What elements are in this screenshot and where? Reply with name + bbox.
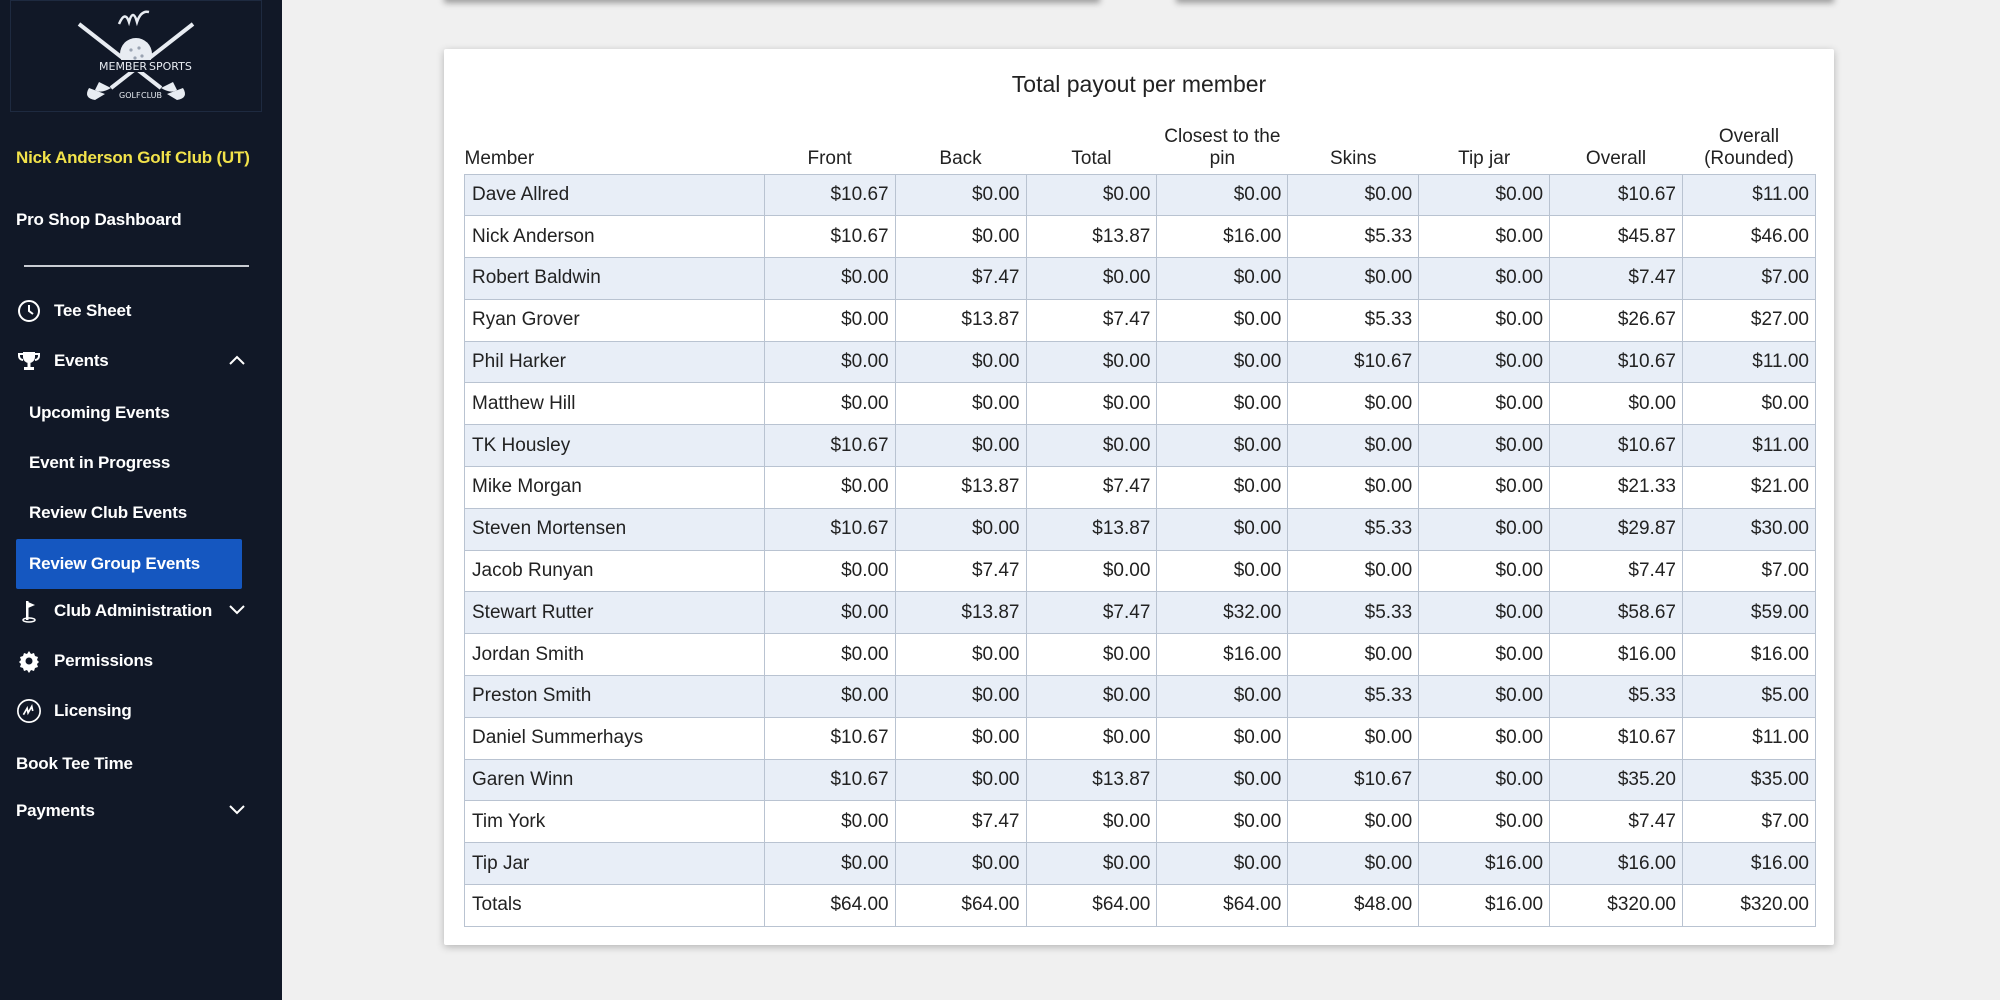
cell-front: $0.00 xyxy=(764,592,895,634)
cell-back: $7.47 xyxy=(895,258,1026,300)
cell-tip-jar: $0.00 xyxy=(1419,174,1550,216)
cell-skins: $0.00 xyxy=(1288,717,1419,759)
cell-front: $0.00 xyxy=(764,550,895,592)
cell-skins: $0.00 xyxy=(1288,174,1419,216)
cell-member: Preston Smith xyxy=(465,676,765,718)
cell-member: Nick Anderson xyxy=(465,216,765,258)
cell-skins: $5.33 xyxy=(1288,592,1419,634)
nav-review-group-events-label: Review Group Events xyxy=(29,554,200,573)
cell-back: $0.00 xyxy=(895,676,1026,718)
header-skins: Skins xyxy=(1329,147,1377,169)
header-back: Back xyxy=(939,147,982,169)
cell-front: $10.67 xyxy=(764,508,895,550)
cell-closest-to-pin: $0.00 xyxy=(1157,550,1288,592)
cell-front: $0.00 xyxy=(764,383,895,425)
cell-skins: $0.00 xyxy=(1288,383,1419,425)
cell-front: $0.00 xyxy=(764,341,895,383)
cell-closest-to-pin: $0.00 xyxy=(1157,759,1288,801)
cell-member: Stewart Rutter xyxy=(465,592,765,634)
clock-icon xyxy=(16,298,42,324)
cell-overall-rounded: $16.00 xyxy=(1682,634,1815,676)
nav-licensing-label: Licensing xyxy=(54,701,132,720)
chevron-up-icon xyxy=(228,351,246,371)
cell-member: Garen Winn xyxy=(465,759,765,801)
table-row xyxy=(465,508,1816,550)
table-row xyxy=(465,843,1816,885)
table-row xyxy=(465,425,1816,467)
cell-overall-rounded: $7.00 xyxy=(1682,258,1815,300)
cell-overall: $26.67 xyxy=(1550,299,1683,341)
cell-skins: $5.33 xyxy=(1288,676,1419,718)
table-row xyxy=(465,299,1816,341)
cell-overall: $10.67 xyxy=(1550,341,1683,383)
nav-tee-sheet-label: Tee Sheet xyxy=(54,301,132,320)
cell-skins: $48.00 xyxy=(1288,885,1419,927)
cell-tip-jar: $0.00 xyxy=(1419,467,1550,509)
cell-skins: $0.00 xyxy=(1288,550,1419,592)
cell-member: Daniel Summerhays xyxy=(465,717,765,759)
cell-closest-to-pin: $0.00 xyxy=(1157,258,1288,300)
cell-member: Phil Harker xyxy=(465,341,765,383)
cell-total: $0.00 xyxy=(1026,550,1157,592)
header-front: Front xyxy=(807,147,852,169)
cell-skins: $0.00 xyxy=(1288,634,1419,676)
cell-total: $13.87 xyxy=(1026,759,1157,801)
cell-overall: $58.67 xyxy=(1550,592,1683,634)
nav-payments-label: Payments xyxy=(16,801,95,820)
header-member: Member xyxy=(464,147,535,169)
cell-skins: $0.00 xyxy=(1288,467,1419,509)
nav-licensing[interactable] xyxy=(16,698,246,724)
totals-row xyxy=(465,885,1816,927)
cell-tip-jar: $0.00 xyxy=(1419,383,1550,425)
cell-total: $0.00 xyxy=(1026,258,1157,300)
cell-closest-to-pin: $64.00 xyxy=(1157,885,1288,927)
payout-table xyxy=(464,116,1816,927)
table-row xyxy=(465,174,1816,216)
cell-back: $0.00 xyxy=(895,634,1026,676)
golf-flag-icon xyxy=(16,598,42,624)
cell-member: Tip Jar xyxy=(465,843,765,885)
cell-total: $0.00 xyxy=(1026,801,1157,843)
cell-skins: $5.33 xyxy=(1288,216,1419,258)
cell-closest-to-pin: $16.00 xyxy=(1157,216,1288,258)
cell-back: $7.47 xyxy=(895,801,1026,843)
cell-front: $10.67 xyxy=(764,174,895,216)
cell-front: $0.00 xyxy=(764,467,895,509)
cell-overall-rounded: $27.00 xyxy=(1682,299,1815,341)
gear-icon xyxy=(16,648,42,674)
nav-events[interactable] xyxy=(16,348,246,374)
table-row xyxy=(465,676,1816,718)
nav-club-administration[interactable] xyxy=(16,598,246,624)
table-row xyxy=(465,801,1816,843)
header-overall-rounded: Overall (Rounded) xyxy=(1704,125,1794,169)
cell-total: $0.00 xyxy=(1026,425,1157,467)
cell-overall-rounded: $5.00 xyxy=(1682,676,1815,718)
cell-back: $0.00 xyxy=(895,425,1026,467)
cell-overall: $16.00 xyxy=(1550,634,1683,676)
cell-member: Jordan Smith xyxy=(465,634,765,676)
table-row xyxy=(465,550,1816,592)
cell-overall: $10.67 xyxy=(1550,174,1683,216)
cell-back: $0.00 xyxy=(895,216,1026,258)
cell-member: Tim York xyxy=(465,801,765,843)
nav-event-in-progress[interactable]: Event in Progress xyxy=(29,453,171,472)
cell-total: $7.47 xyxy=(1026,467,1157,509)
club-logo[interactable] xyxy=(10,0,262,112)
cell-overall: $0.00 xyxy=(1550,383,1683,425)
cell-back: $64.00 xyxy=(895,885,1026,927)
cell-tip-jar: $0.00 xyxy=(1419,341,1550,383)
cell-overall: $45.87 xyxy=(1550,216,1683,258)
cell-member: Matthew Hill xyxy=(465,383,765,425)
cell-total: $0.00 xyxy=(1026,843,1157,885)
cell-overall-rounded: $59.00 xyxy=(1682,592,1815,634)
header-overall: Overall xyxy=(1585,147,1647,169)
cell-member: Jacob Runyan xyxy=(465,550,765,592)
cell-back: $0.00 xyxy=(895,717,1026,759)
cell-total: $0.00 xyxy=(1026,676,1157,718)
cell-overall: $16.00 xyxy=(1550,843,1683,885)
cell-overall: $35.20 xyxy=(1550,759,1683,801)
cell-overall-rounded: $11.00 xyxy=(1682,174,1815,216)
nav-book-tee-time[interactable]: Book Tee Time xyxy=(16,754,133,773)
header-closest-to-pin: Closest to the pin xyxy=(1164,125,1281,169)
cell-overall: $7.47 xyxy=(1550,801,1683,843)
cell-tip-jar: $16.00 xyxy=(1419,843,1550,885)
cell-front: $10.67 xyxy=(764,425,895,467)
header-total: Total xyxy=(1071,147,1112,169)
cell-closest-to-pin: $0.00 xyxy=(1157,383,1288,425)
cell-back: $13.87 xyxy=(895,467,1026,509)
svg-text:CLUB: CLUB xyxy=(141,91,162,100)
cell-closest-to-pin: $0.00 xyxy=(1157,425,1288,467)
cell-tip-jar: $0.00 xyxy=(1419,759,1550,801)
table-row xyxy=(465,216,1816,258)
cell-back: $13.87 xyxy=(895,592,1026,634)
cell-tip-jar: $0.00 xyxy=(1419,425,1550,467)
cell-total: $13.87 xyxy=(1026,508,1157,550)
cell-tip-jar: $0.00 xyxy=(1419,592,1550,634)
chevron-down-icon xyxy=(228,601,246,621)
cell-overall-rounded: $11.00 xyxy=(1682,717,1815,759)
cell-member: Ryan Grover xyxy=(465,299,765,341)
cell-overall-rounded: $320.00 xyxy=(1682,885,1815,927)
nav-review-group-events[interactable] xyxy=(16,539,242,589)
cell-tip-jar: $0.00 xyxy=(1419,299,1550,341)
nav-permissions-label: Permissions xyxy=(54,651,153,670)
cell-tip-jar: $0.00 xyxy=(1419,717,1550,759)
sidebar xyxy=(0,0,282,1000)
cell-overall-rounded: $35.00 xyxy=(1682,759,1815,801)
cell-skins: $0.00 xyxy=(1288,801,1419,843)
cell-total: $13.87 xyxy=(1026,216,1157,258)
cell-overall: $7.47 xyxy=(1550,258,1683,300)
table-row xyxy=(465,467,1816,509)
cell-total: $0.00 xyxy=(1026,717,1157,759)
table-row xyxy=(465,592,1816,634)
nav-club-administration-label: Club Administration xyxy=(54,601,213,620)
cell-overall: $21.33 xyxy=(1550,467,1683,509)
cell-skins: $10.67 xyxy=(1288,759,1419,801)
table-row xyxy=(465,258,1816,300)
cell-tip-jar: $0.00 xyxy=(1419,550,1550,592)
cell-total: $7.47 xyxy=(1026,592,1157,634)
cell-total: $0.00 xyxy=(1026,383,1157,425)
cell-front: $0.00 xyxy=(764,801,895,843)
cell-skins: $5.33 xyxy=(1288,508,1419,550)
cell-overall-rounded: $21.00 xyxy=(1682,467,1815,509)
payout-table-body xyxy=(465,174,1816,926)
cell-front: $0.00 xyxy=(764,258,895,300)
nav-pro-shop-dashboard[interactable]: Pro Shop Dashboard xyxy=(16,210,182,229)
nav-tee-sheet[interactable] xyxy=(16,298,246,324)
cell-tip-jar: $0.00 xyxy=(1419,508,1550,550)
svg-text:GOLF: GOLF xyxy=(119,91,141,100)
cell-overall: $29.87 xyxy=(1550,508,1683,550)
cell-skins: $10.67 xyxy=(1288,341,1419,383)
table-row xyxy=(465,383,1816,425)
cell-closest-to-pin: $0.00 xyxy=(1157,508,1288,550)
cell-closest-to-pin: $0.00 xyxy=(1157,676,1288,718)
cell-skins: $0.00 xyxy=(1288,843,1419,885)
svg-text:SPORTS: SPORTS xyxy=(149,60,192,73)
cell-overall-rounded: $11.00 xyxy=(1682,425,1815,467)
cell-skins: $0.00 xyxy=(1288,258,1419,300)
cell-front: $10.67 xyxy=(764,717,895,759)
cell-overall-rounded: $7.00 xyxy=(1682,550,1815,592)
cell-overall: $10.67 xyxy=(1550,717,1683,759)
table-header-row xyxy=(465,116,1816,174)
cell-tip-jar: $0.00 xyxy=(1419,634,1550,676)
cell-back: $0.00 xyxy=(895,341,1026,383)
cell-tip-jar: $16.00 xyxy=(1419,885,1550,927)
cell-front: $0.00 xyxy=(764,634,895,676)
cell-overall-rounded: $7.00 xyxy=(1682,801,1815,843)
cell-back: $0.00 xyxy=(895,383,1026,425)
cell-overall-rounded: $30.00 xyxy=(1682,508,1815,550)
cell-back: $0.00 xyxy=(895,759,1026,801)
cell-closest-to-pin: $0.00 xyxy=(1157,467,1288,509)
cell-front: $64.00 xyxy=(764,885,895,927)
cell-front: $10.67 xyxy=(764,216,895,258)
table-row xyxy=(465,634,1816,676)
golf-logo-icon xyxy=(61,2,211,110)
cell-member: Robert Baldwin xyxy=(465,258,765,300)
cell-skins: $0.00 xyxy=(1288,425,1419,467)
cell-back: $13.87 xyxy=(895,299,1026,341)
cell-total: $64.00 xyxy=(1026,885,1157,927)
cell-closest-to-pin: $0.00 xyxy=(1157,843,1288,885)
nav-permissions[interactable] xyxy=(16,648,246,674)
cell-back: $0.00 xyxy=(895,843,1026,885)
cell-total: $7.47 xyxy=(1026,299,1157,341)
cell-closest-to-pin: $0.00 xyxy=(1157,174,1288,216)
cell-overall-rounded: $16.00 xyxy=(1682,843,1815,885)
payout-card xyxy=(444,49,1834,945)
cell-tip-jar: $0.00 xyxy=(1419,258,1550,300)
cell-member: Dave Allred xyxy=(465,174,765,216)
nav-review-club-events[interactable]: Review Club Events xyxy=(29,503,187,522)
cell-member: Totals xyxy=(465,885,765,927)
nav-events-label: Events xyxy=(54,351,109,370)
cell-closest-to-pin: $0.00 xyxy=(1157,801,1288,843)
cell-overall: $7.47 xyxy=(1550,550,1683,592)
cell-back: $0.00 xyxy=(895,508,1026,550)
cell-closest-to-pin: $16.00 xyxy=(1157,634,1288,676)
cell-tip-jar: $0.00 xyxy=(1419,676,1550,718)
table-row xyxy=(465,717,1816,759)
cell-overall-rounded: $0.00 xyxy=(1682,383,1815,425)
club-name[interactable]: Nick Anderson Golf Club (UT) xyxy=(16,148,250,167)
nav-upcoming-events[interactable]: Upcoming Events xyxy=(29,403,170,422)
cell-tip-jar: $0.00 xyxy=(1419,801,1550,843)
cell-back: $0.00 xyxy=(895,174,1026,216)
cell-total: $0.00 xyxy=(1026,341,1157,383)
cell-back: $7.47 xyxy=(895,550,1026,592)
cell-overall: $10.67 xyxy=(1550,425,1683,467)
cell-overall: $320.00 xyxy=(1550,885,1683,927)
cell-overall: $5.33 xyxy=(1550,676,1683,718)
cell-front: $0.00 xyxy=(764,299,895,341)
header-tip-jar: Tip jar xyxy=(1458,147,1511,169)
table-row xyxy=(465,759,1816,801)
cell-overall-rounded: $46.00 xyxy=(1682,216,1815,258)
trophy-icon xyxy=(16,348,42,374)
cell-front: $0.00 xyxy=(764,843,895,885)
cell-skins: $5.33 xyxy=(1288,299,1419,341)
cell-total: $0.00 xyxy=(1026,174,1157,216)
cell-member: Mike Morgan xyxy=(465,467,765,509)
cell-total: $0.00 xyxy=(1026,634,1157,676)
cell-closest-to-pin: $0.00 xyxy=(1157,299,1288,341)
cell-front: $10.67 xyxy=(764,759,895,801)
nav-payments[interactable] xyxy=(16,801,246,821)
svg-text:MEMBER: MEMBER xyxy=(99,60,148,73)
cell-closest-to-pin: $0.00 xyxy=(1157,341,1288,383)
cell-member: Steven Mortensen xyxy=(465,508,765,550)
cell-front: $0.00 xyxy=(764,676,895,718)
cell-member: TK Housley xyxy=(465,425,765,467)
licensing-logo-icon xyxy=(16,698,42,724)
table-row xyxy=(465,341,1816,383)
cell-closest-to-pin: $0.00 xyxy=(1157,717,1288,759)
sidebar-divider xyxy=(24,265,249,267)
payout-title: Total payout per member xyxy=(1011,71,1267,97)
cell-tip-jar: $0.00 xyxy=(1419,216,1550,258)
chevron-down-icon xyxy=(228,801,246,821)
cell-overall-rounded: $11.00 xyxy=(1682,341,1815,383)
cell-closest-to-pin: $32.00 xyxy=(1157,592,1288,634)
